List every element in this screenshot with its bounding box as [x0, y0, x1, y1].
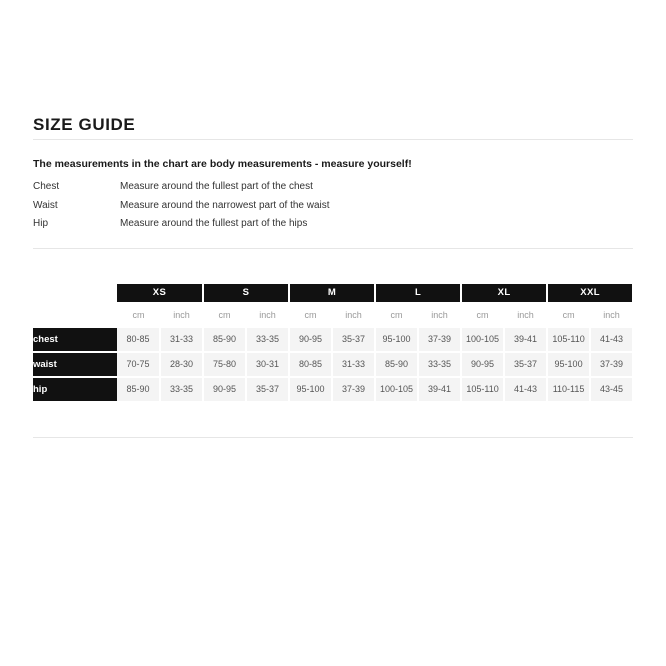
size-chart-table: [33, 284, 634, 403]
cell-hip-s-inch: 35-37: [246, 377, 289, 402]
list-item: [33, 197, 593, 216]
unit-inch: inch: [332, 302, 375, 328]
cell-hip-m-inch: 37-39: [332, 377, 375, 402]
unit-cm: cm: [117, 302, 160, 328]
cell-hip-s-cm: 90-95: [203, 377, 246, 402]
divider-top: [33, 139, 633, 140]
measurement-description: Measure around the fullest part of the chest: [120, 181, 313, 192]
unit-spacer: [33, 302, 117, 328]
divider-middle: [33, 248, 633, 249]
cell-waist-l-cm: 85-90: [375, 352, 418, 377]
cell-hip-xs-inch: 33-35: [160, 377, 203, 402]
table-row: [33, 328, 633, 352]
page-title: SIZE GUIDE: [33, 115, 136, 135]
measurement-term: Waist: [33, 199, 58, 211]
cell-waist-xxl-inch: 37-39: [590, 352, 633, 377]
unit-inch: inch: [418, 302, 461, 328]
cell-hip-xl-cm: 105-110: [461, 377, 504, 402]
list-item: [33, 178, 593, 197]
cell-waist-l-inch: 33-35: [418, 352, 461, 377]
size-header-xxl: XXL: [547, 284, 633, 302]
table-row: [33, 352, 633, 377]
cell-waist-xs-cm: 70-75: [117, 352, 160, 377]
cell-chest-m-cm: 90-95: [289, 328, 332, 352]
cell-chest-xxl-cm: 105-110: [547, 328, 590, 352]
cell-chest-s-inch: 33-35: [246, 328, 289, 352]
divider-bottom: [33, 437, 633, 438]
size-header-xs: XS: [117, 284, 203, 302]
cell-chest-l-cm: 95-100: [375, 328, 418, 352]
unit-inch: inch: [160, 302, 203, 328]
cell-waist-s-cm: 75-80: [203, 352, 246, 377]
unit-header-row: [33, 302, 633, 328]
row-label-chest: chest: [33, 328, 117, 352]
cell-waist-xl-cm: 90-95: [461, 352, 504, 377]
intro-text: The measurements in the chart are body measurements - measure yourself!: [33, 158, 412, 170]
size-header-m: M: [289, 284, 375, 302]
cell-hip-xxl-cm: 110-115: [547, 377, 590, 402]
cell-chest-l-inch: 37-39: [418, 328, 461, 352]
size-header-s: S: [203, 284, 289, 302]
measurement-term: Hip: [33, 218, 49, 229]
cell-waist-xxl-cm: 95-100: [547, 352, 590, 377]
cell-waist-m-inch: 31-33: [332, 352, 375, 377]
unit-cm: cm: [547, 302, 590, 328]
cell-waist-xs-inch: 28-30: [160, 352, 203, 377]
cell-chest-xl-cm: 100-105: [461, 328, 504, 352]
unit-cm: cm: [203, 302, 246, 328]
cell-chest-m-inch: 35-37: [332, 328, 375, 352]
unit-inch: inch: [504, 302, 547, 328]
unit-cm: cm: [289, 302, 332, 328]
cell-hip-xs-cm: 85-90: [117, 377, 160, 402]
cell-chest-xs-inch: 31-33: [160, 328, 203, 352]
cell-waist-m-cm: 80-85: [289, 352, 332, 377]
header-spacer: [33, 284, 117, 302]
row-label-waist: waist: [33, 352, 117, 377]
measurement-description: Measure around the fullest part of the hips: [120, 218, 308, 229]
measurement-definitions: [33, 178, 593, 234]
cell-chest-xs-cm: 80-85: [117, 328, 160, 352]
unit-cm: cm: [461, 302, 504, 328]
cell-hip-xl-inch: 41-43: [504, 377, 547, 402]
size-chart: [33, 284, 633, 403]
cell-hip-m-cm: 95-100: [289, 377, 332, 402]
row-label-hip: hip: [33, 377, 117, 402]
table-row: [33, 377, 633, 402]
measurement-description: Measure around the narrowest part of the waist: [120, 199, 330, 211]
cell-chest-s-cm: 85-90: [203, 328, 246, 352]
cell-hip-l-inch: 39-41: [418, 377, 461, 402]
cell-chest-xxl-inch: 41-43: [590, 328, 633, 352]
unit-inch: inch: [246, 302, 289, 328]
size-header-l: L: [375, 284, 461, 302]
cell-hip-l-cm: 100-105: [375, 377, 418, 402]
unit-inch: inch: [590, 302, 633, 328]
list-item: [33, 215, 593, 234]
size-header-row: [33, 284, 633, 302]
cell-hip-xxl-inch: 43-45: [590, 377, 633, 402]
unit-cm: cm: [375, 302, 418, 328]
cell-chest-xl-inch: 39-41: [504, 328, 547, 352]
measurement-term: Chest: [33, 181, 60, 192]
cell-waist-xl-inch: 35-37: [504, 352, 547, 377]
cell-waist-s-inch: 30-31: [246, 352, 289, 377]
size-header-xl: XL: [461, 284, 547, 302]
